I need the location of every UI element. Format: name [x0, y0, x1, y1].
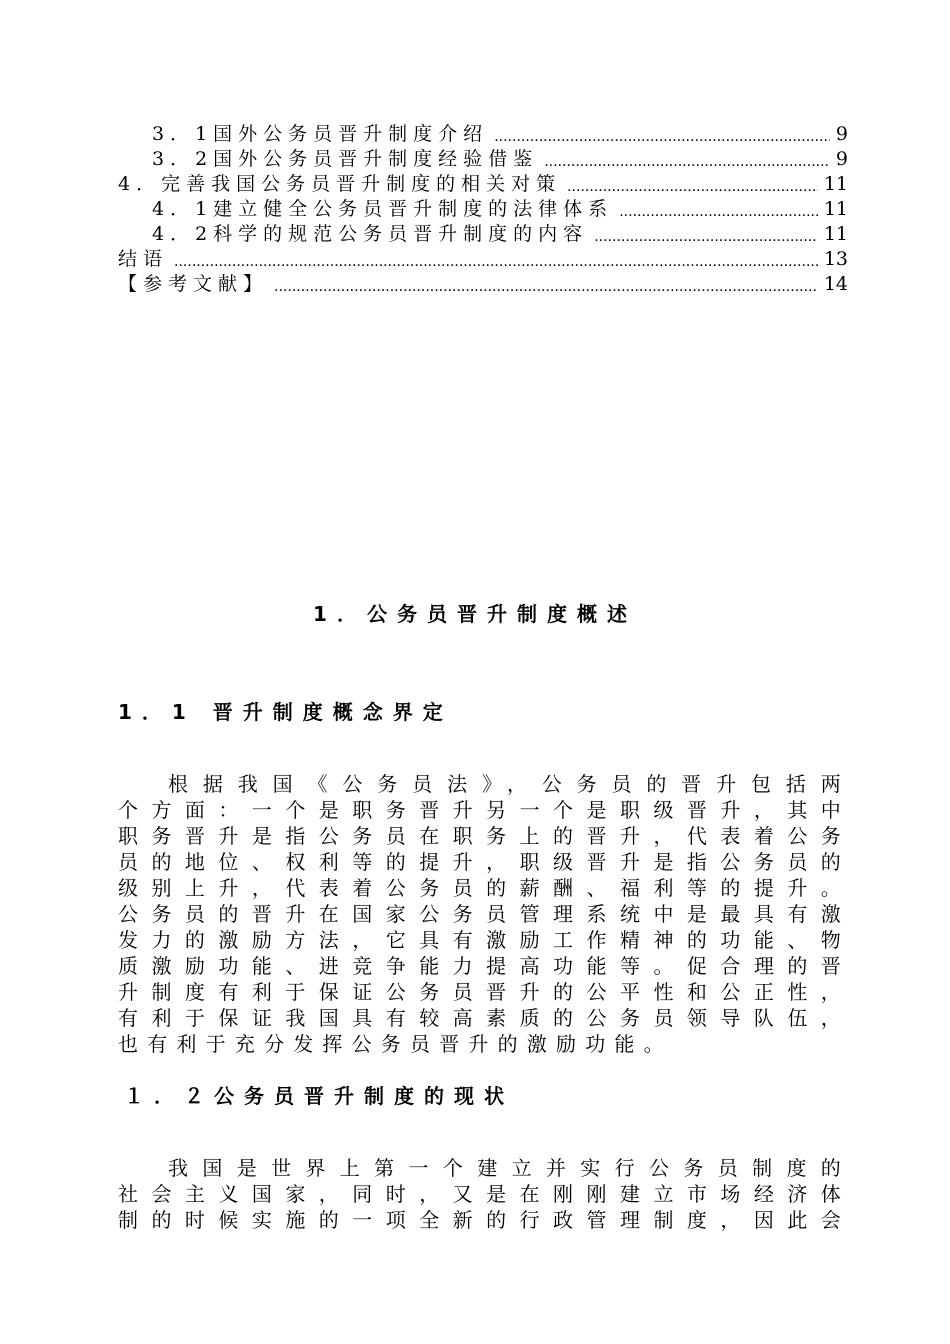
toc-entry-page: 14 [823, 273, 848, 295]
paragraph-line: 也有利于充分发挥公务员晋升的激励功能。 [118, 1032, 673, 1056]
toc-leader-dots [274, 277, 818, 297]
toc-entry[interactable] [118, 247, 848, 272]
table-of-contents [118, 122, 848, 297]
paragraph-line: 级别上升，代表着公务员的薪酬、福利等的提升。 [118, 876, 850, 900]
toc-entry[interactable] [118, 222, 848, 247]
toc-leader-dots [594, 227, 818, 247]
toc-entry-page: 9 [835, 148, 848, 170]
toc-entry[interactable] [118, 197, 848, 222]
section-1-heading: 1．公务员晋升制度概述 [313, 602, 637, 626]
paragraph-line: 质激励功能、进竞争能力提高功能等。促合理的晋 [118, 954, 850, 978]
toc-entry[interactable] [118, 272, 848, 297]
paragraph-line: 职务晋升是指公务员在职务上的晋升，代表着公务 [118, 824, 850, 848]
toc-entry-page: 11 [823, 173, 848, 195]
paragraph-line: 有利于保证我国具有较高素质的公务员领导队伍， [118, 1006, 850, 1030]
toc-entry-title: 3．2国外公务员晋升制度经验借鉴 [152, 148, 539, 170]
toc-entry[interactable] [118, 122, 848, 147]
toc-leader-dots [494, 127, 830, 147]
paragraph-line: 根据我国《公务员法》，公务员的晋升包括两 [168, 772, 850, 796]
section-1-2-paragraph [118, 1155, 850, 1233]
toc-entry-title: 结语 [118, 248, 169, 270]
paragraph-line: 社会主义国家，同时，又是在刚刚建立市场经济体 [118, 1182, 850, 1206]
toc-entry-title: 3．1国外公务员晋升制度介绍 [152, 123, 489, 145]
toc-entry-title: 【参考文献】 [118, 273, 269, 295]
toc-entry-title: 4．2科学的规范公务员晋升制度的内容 [152, 223, 589, 245]
paragraph-line: 个方面：一个是职务晋升另一个是职级晋升，其中 [118, 798, 850, 822]
toc-leader-dots [544, 152, 830, 172]
section-1-2-heading: １．２公务员晋升制度的现状 [124, 1084, 514, 1108]
section-1-1-heading: 1．1 晋升制度概念界定 [118, 700, 453, 724]
section-1-1-paragraph [118, 771, 850, 1057]
toc-entry-page: 11 [823, 223, 848, 245]
toc-entry-title: 4．完善我国公务员晋升制度的相关对策 [118, 173, 562, 195]
paragraph-line: 员的地位、权利等的提升，职级晋升是指公务员的 [118, 850, 850, 874]
paragraph-line: 发力的激励方法，它具有激励工作精神的功能、物 [118, 928, 850, 952]
toc-entry[interactable] [118, 172, 848, 197]
toc-leader-dots [567, 177, 818, 197]
toc-entry-page: 9 [835, 123, 848, 145]
toc-entry-page: 13 [823, 248, 848, 270]
toc-leader-dots [174, 252, 818, 272]
toc-entry-title: 4．1建立健全公务员晋升制度的法律体系 [152, 198, 614, 220]
toc-leader-dots [619, 202, 818, 222]
toc-entry-page: 11 [823, 198, 848, 220]
paragraph-line: 升制度有利于保证公务员晋升的公平性和公正性， [118, 980, 850, 1004]
paragraph-line: 公务员的晋升在国家公务员管理系统中是最具有激 [118, 902, 850, 926]
toc-entry[interactable] [118, 147, 848, 172]
paragraph-line: 制的时候实施的一项全新的行政管理制度，因此会 [118, 1208, 850, 1232]
paragraph-line: 我国是世界上第一个建立并实行公务员制度的 [168, 1156, 850, 1180]
